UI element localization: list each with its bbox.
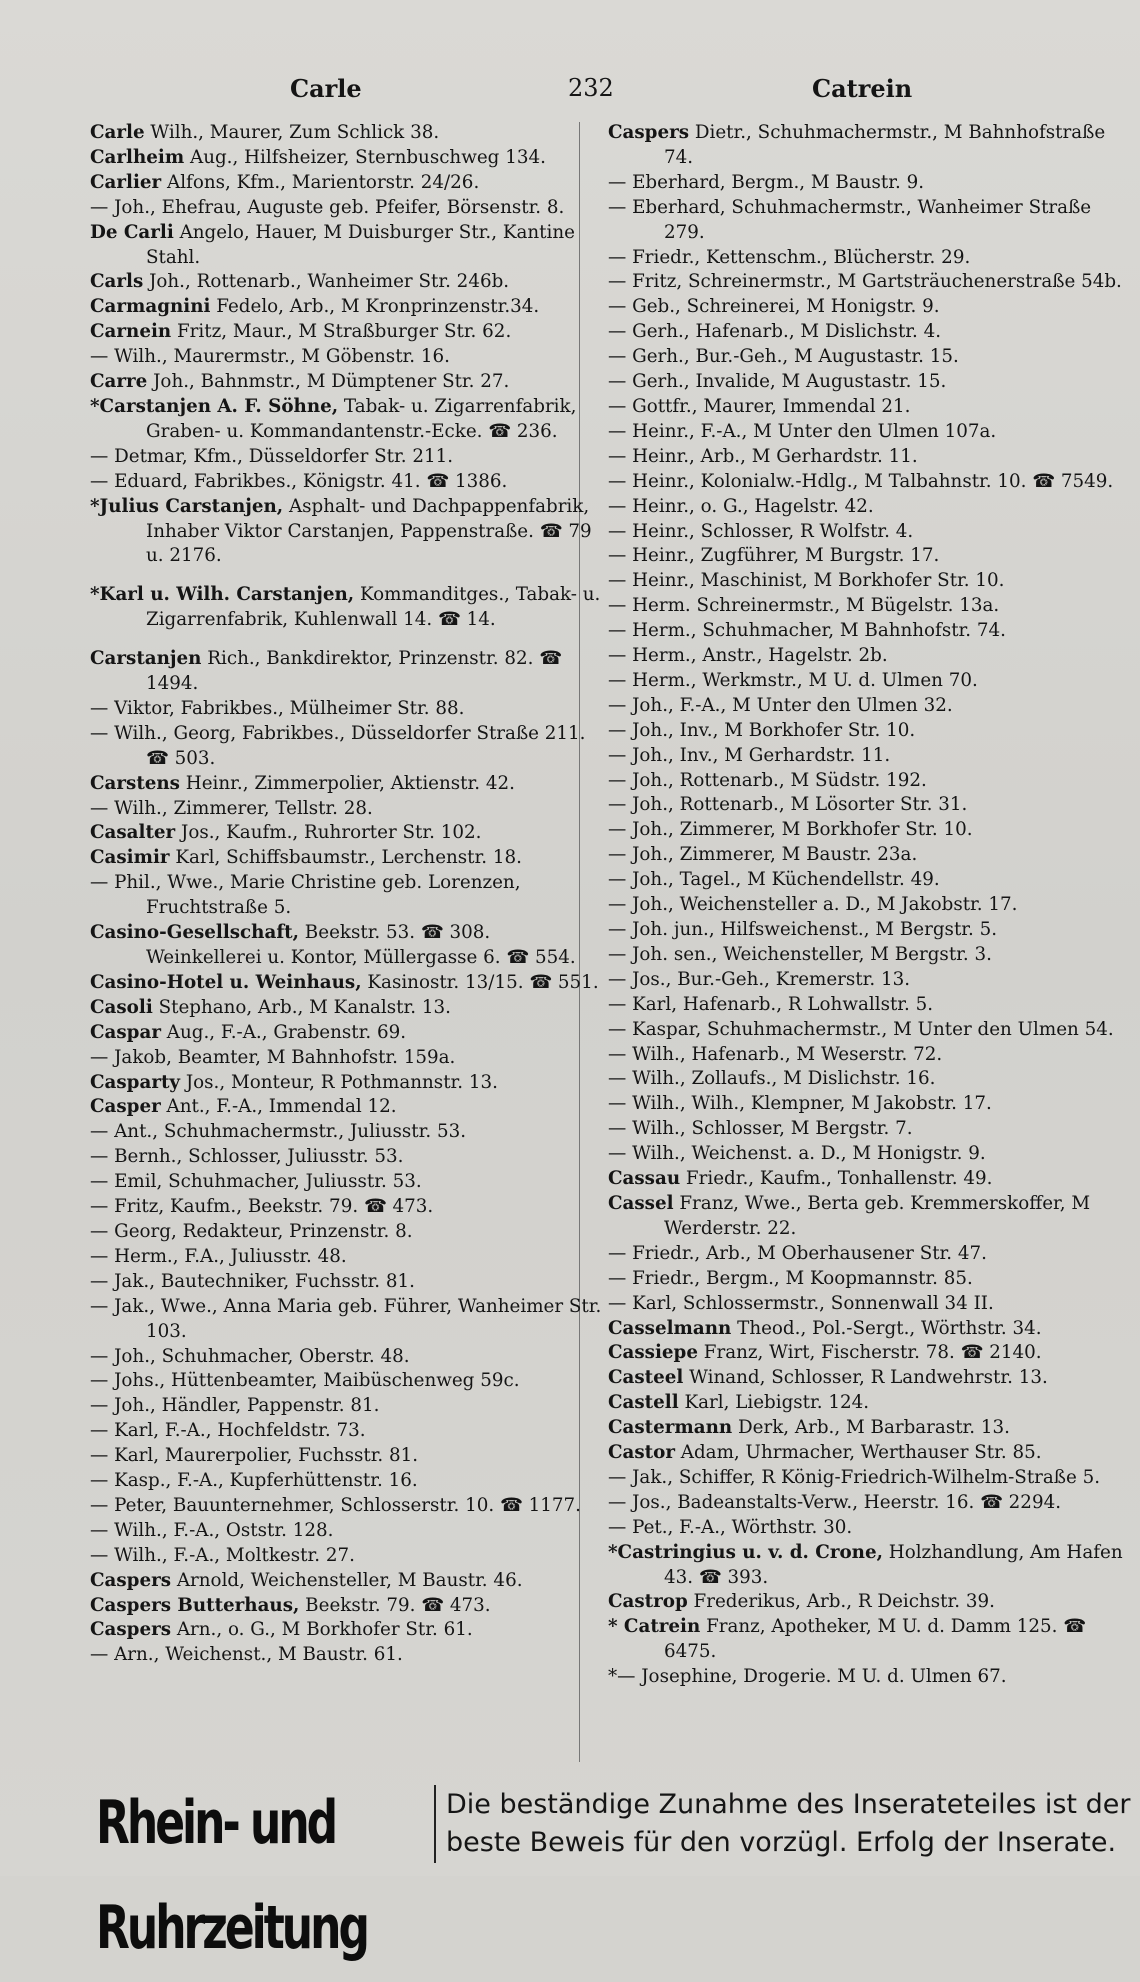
directory-entry	[608, 270, 1130, 295]
directory-entry	[608, 818, 1130, 843]
entry-details: — Wilh., Zimmerer, Tellstr. 28.	[90, 797, 373, 819]
entry-name: Cassiepe	[608, 1342, 698, 1364]
entry-details: Arnold, Weichensteller, M Baustr. 46.	[171, 1569, 523, 1591]
directory-entry	[608, 495, 1130, 520]
directory-entry	[90, 1120, 602, 1145]
entry-name: De Carli	[90, 221, 174, 243]
entry-details: — Gottfr., Maurer, Immendal 21.	[608, 395, 911, 417]
entry-details: — Wilh., Schlosser, M Bergstr. 7.	[608, 1118, 913, 1140]
directory-entry	[90, 971, 602, 996]
entry-details: — Detmar, Kfm., Düsseldorfer Str. 211.	[90, 445, 454, 467]
directory-entry	[608, 1192, 1130, 1242]
entry-details: — Geb., Schreinerei, M Honigstr. 9.	[608, 296, 940, 318]
entry-details: — Bernh., Schlosser, Juliusstr. 53.	[90, 1146, 404, 1168]
entry-name: Carstanjen	[90, 648, 202, 670]
entry-details: Kasinostr. 13/15. ☎ 551.	[361, 971, 599, 993]
entry-details: — Jak., Wwe., Anna Maria geb. Führer, Wanheimer Str. 103.	[90, 1295, 608, 1342]
entry-details: — Peter, Bauunternehmer, Schlosserstr. 10. ☎ 1177.	[90, 1494, 581, 1516]
entry-details: — Heinr., Maschinist, M Borkhofer Str. 10.	[608, 570, 1005, 592]
directory-entry	[608, 868, 1130, 893]
entry-details: Jos., Monteur, R Pothmannstr. 13.	[180, 1071, 498, 1093]
directory-entry	[90, 221, 602, 271]
directory-entry	[90, 871, 602, 921]
directory-entry	[90, 722, 602, 772]
entry-details: — Ant., Schuhmachermstr., Juliusstr. 53.	[90, 1121, 467, 1143]
entry-details: — Joh., F.-A., M Unter den Ulmen 32.	[608, 694, 953, 716]
directory-entry	[608, 370, 1130, 395]
directory-entry	[90, 772, 602, 797]
directory-entry	[90, 1195, 602, 1220]
directory-entry	[608, 520, 1130, 545]
entry-details: — Heinr., Arb., M Gerhardstr. 11.	[608, 445, 918, 467]
directory-entry	[90, 445, 602, 470]
entry-details: — Joh., Weichensteller a. D., M Jakobstr. 17.	[608, 894, 1018, 916]
entry-details: Theod., Pol.-Sergt., Wörthstr. 34.	[731, 1317, 1042, 1339]
entry-details: — Joh., Rottenarb., M Lösorter Str. 31.	[608, 794, 968, 816]
directory-entry	[90, 1369, 602, 1394]
directory-entry	[608, 594, 1130, 619]
directory-entry	[608, 445, 1130, 470]
directory-entry	[90, 697, 602, 722]
entry-name: Casoli	[90, 996, 153, 1018]
entry-details: — Friedr., Kettenschm., Blücherstr. 29.	[608, 246, 971, 268]
entry-details: Adam, Uhrmacher, Werthauser Str. 85.	[674, 1442, 1042, 1464]
entry-details: — Friedr., Bergm., M Koopmannstr. 85.	[608, 1267, 973, 1289]
entry-name: Caspers	[90, 1569, 172, 1591]
directory-entry	[90, 1643, 602, 1668]
directory-entry	[608, 993, 1130, 1018]
entry-name: *Castringius u. v. d. Crone,	[608, 1541, 883, 1563]
entry-details: — Fritz, Schreinermstr., M Gartsträuchenerstraße 54b.	[608, 271, 1122, 293]
entry-details: *— Josephine, Drogerie. M U. d. Ulmen 67.	[608, 1666, 1007, 1688]
entry-details: — Gerh., Invalide, M Augustastr. 15.	[608, 371, 947, 393]
directory-entry	[90, 1519, 602, 1544]
directory-entry	[90, 1245, 602, 1270]
entry-details: — Joh., Inv., M Gerhardstr. 11.	[608, 744, 891, 766]
entry-details: — Gerh., Bur.-Geh., M Augustastr. 15.	[608, 346, 959, 368]
entry-name: Carmagnini	[90, 296, 211, 318]
entry-name: Casino-Gesellschaft,	[90, 922, 299, 944]
directory-entry	[90, 270, 602, 295]
directory-entry	[608, 1092, 1130, 1117]
entry-details: — Joh., Schuhmacher, Oberstr. 48.	[90, 1345, 410, 1367]
entry-details: — Gerh., Hafenarb., M Dislichstr. 4.	[608, 321, 942, 343]
directory-entry	[608, 843, 1130, 868]
directory-entry	[90, 1145, 602, 1170]
directory-entry	[90, 1419, 602, 1444]
entry-details: — Wilh., Maurermstr., M Göbenstr. 16.	[90, 346, 450, 368]
left-column	[90, 121, 608, 1668]
directory-entry	[608, 1615, 1130, 1665]
directory-entry	[608, 196, 1130, 246]
directory-entry	[90, 846, 602, 871]
directory-entry	[90, 583, 607, 633]
directory-entry	[90, 647, 602, 697]
directory-entry	[90, 1270, 602, 1295]
entry-details: — Joh., Rottenarb., M Südstr. 192.	[608, 769, 927, 791]
directory-entry	[90, 1469, 602, 1494]
entry-details: Stephano, Arb., M Kanalstr. 13.	[152, 996, 451, 1018]
entry-details: — Viktor, Fabrikbes., Mülheimer Str. 88.	[90, 697, 465, 719]
directory-entry	[608, 1541, 1130, 1591]
entry-details: — Phil., Wwe., Marie Christine geb. Lorenzen, Fruchtstraße 5.	[90, 872, 527, 919]
directory-entry	[608, 744, 1130, 769]
entry-details: Aug., F.-A., Grabenstr. 69.	[160, 1021, 407, 1043]
directory-entry	[90, 395, 602, 445]
entry-details: Karl, Liebigstr. 124.	[678, 1392, 870, 1414]
entry-name: Caspar	[90, 1021, 161, 1043]
entry-details: Heinr., Zimmerpolier, Aktienstr. 42.	[179, 772, 515, 794]
directory-entry	[608, 694, 1130, 719]
directory-entry	[90, 171, 602, 196]
directory-entry	[608, 644, 1130, 669]
advertisement-text	[434, 1785, 1132, 1863]
header-right-keyword: Catrein	[812, 74, 913, 103]
directory-entry	[90, 1220, 602, 1245]
entry-details: — Wilh., F.-A., Moltkestr. 27.	[90, 1544, 355, 1566]
directory-entry	[90, 1444, 602, 1469]
entry-details: — Jos., Bur.-Geh., Kremerstr. 13.	[608, 968, 911, 990]
directory-entry	[90, 295, 602, 320]
directory-entry	[608, 246, 1130, 271]
directory-entry	[608, 1391, 1130, 1416]
entry-details: — Herm., Anstr., Hagelstr. 2b.	[608, 645, 888, 667]
entry-name: Carls	[90, 271, 144, 293]
entry-details: — Wilh., Wilh., Klempner, M Jakobstr. 17.	[608, 1093, 992, 1115]
entry-name: * Catrein	[608, 1616, 701, 1638]
advertisement-banner	[96, 1785, 1131, 1964]
entry-name: Casparty	[90, 1071, 181, 1093]
entry-details: Holzhandlung, Am Hafen 43. ☎ 393.	[664, 1541, 1129, 1588]
entry-details: Alfons, Kfm., Marientorstr. 24/26.	[161, 171, 480, 193]
entry-details: Jos., Kaufm., Ruhrorter Str. 102.	[175, 822, 482, 844]
entry-details: Angelo, Hauer, M Duisburger Str., Kantine Stahl.	[146, 221, 581, 268]
entry-details: Derk, Arb., M Barbarastr. 13.	[732, 1417, 1010, 1439]
entry-details: — Heinr., F.-A., M Unter den Ulmen 107a.	[608, 420, 997, 442]
entry-details: — Heinr., Schlosser, R Wolfstr. 4.	[608, 520, 914, 542]
entry-details: — Karl, F.-A., Hochfeldstr. 73.	[90, 1420, 366, 1442]
directory-entry	[90, 996, 602, 1021]
directory-entry	[608, 1018, 1130, 1043]
directory-entry	[608, 1491, 1130, 1516]
directory-entry	[608, 295, 1130, 320]
directory-entry	[90, 1394, 602, 1419]
directory-entry	[90, 821, 602, 846]
directory-entry	[608, 1117, 1130, 1142]
directory-entry	[90, 196, 602, 221]
entry-details: — Herm., Werkmstr., M U. d. Ulmen 70.	[608, 669, 978, 691]
directory-entry	[608, 1292, 1130, 1317]
entry-details: Franz, Wirt, Fischerstr. 78. ☎ 2140.	[697, 1342, 1042, 1364]
directory-entry	[608, 1067, 1130, 1092]
right-column	[608, 121, 1130, 1690]
directory-entry	[608, 1043, 1130, 1068]
entry-name: Carnein	[90, 321, 172, 343]
entry-details: Franz, Wwe., Berta geb. Kremmerskoffer, M Werderstr. 22.	[664, 1192, 1096, 1239]
entry-details: — Wilh., Zollaufs., M Dislichstr. 16.	[608, 1068, 936, 1090]
entry-details: Wilh., Maurer, Zum Schlick 38.	[144, 122, 440, 143]
directory-entry	[608, 1590, 1130, 1615]
directory-entry	[608, 470, 1130, 495]
directory-entry	[608, 669, 1130, 694]
directory-entry	[90, 1569, 602, 1594]
entry-details: — Wilh., Weichenst. a. D., M Honigstr. 9.	[608, 1143, 986, 1165]
directory-entry	[90, 470, 602, 495]
directory-entry	[90, 1494, 602, 1519]
directory-entry	[90, 1021, 602, 1046]
directory-entry	[608, 420, 1130, 445]
directory-entry	[90, 1618, 602, 1643]
entry-name: Carle	[90, 122, 145, 143]
entry-details: — Wilh., Georg, Fabrikbes., Düsseldorfer Straße 211. ☎ 503.	[90, 722, 592, 769]
directory-entry	[608, 395, 1130, 420]
entry-details: — Herm., Schuhmacher, M Bahnhofstr. 74.	[608, 620, 1006, 642]
entry-details: Fritz, Maur., M Straßburger Str. 62.	[171, 321, 512, 343]
directory-entry	[608, 769, 1130, 794]
directory-entry	[90, 1295, 608, 1345]
directory-entry	[90, 121, 602, 146]
page-header	[0, 74, 1140, 114]
entry-details: — Joh., Zimmerer, M Borkhofer Str. 10.	[608, 819, 973, 841]
directory-entry	[608, 320, 1130, 345]
directory-entry	[90, 1345, 602, 1370]
entry-details: Rich., Bankdirektor, Prinzenstr. 82. ☎ 1494.	[146, 648, 568, 695]
entry-details: — Friedr., Arb., M Oberhausener Str. 47.	[608, 1242, 987, 1264]
directory-entry	[90, 345, 602, 370]
directory-entry	[90, 1594, 602, 1619]
entry-details: — Emil, Schuhmacher, Juliusstr. 53.	[90, 1171, 422, 1193]
entry-name: Caspers	[608, 122, 690, 143]
entry-details: — Joh., Tagel., M Küchendellstr. 49.	[608, 869, 940, 891]
entry-details: — Karl, Hafenarb., R Lohwallstr. 5.	[608, 993, 934, 1015]
entry-details: — Karl, Maurerpolier, Fuchsstr. 81.	[90, 1445, 419, 1467]
entry-name: Castell	[608, 1392, 679, 1414]
entry-details: Friedr., Kaufm., Tonhallenstr. 49.	[680, 1168, 993, 1190]
entry-name: Casimir	[90, 847, 170, 869]
entry-details: Joh., Rottenarb., Wanheimer Str. 246b.	[143, 271, 510, 293]
directory-entry	[90, 320, 602, 345]
directory-entry	[608, 1516, 1130, 1541]
directory-entry	[608, 793, 1130, 818]
entry-details: Tabak- u. Zigarrenfabrik, Graben- u. Kommandantenstr.-Ecke. ☎ 236.	[146, 395, 583, 442]
directory-entry	[608, 121, 1130, 171]
entry-details: Kommanditges., Tabak- u. Zigarrenfabrik, Kuhlenwall 14. ☎ 14.	[146, 584, 607, 631]
entry-name: Carlier	[90, 171, 162, 193]
entry-details: — Jos., Badeanstalts-Verw., Heerstr. 16. ☎ 2294.	[608, 1491, 1062, 1513]
entry-details: — Johs., Hüttenbeamter, Maibüschenweg 59c.	[90, 1370, 520, 1392]
entry-details: Aug., Hilfsheizer, Sternbuschweg 134.	[184, 146, 546, 168]
directory-entry	[90, 1095, 602, 1120]
entry-name: Cassel	[608, 1192, 674, 1214]
entry-name: Caspers Butterhaus,	[90, 1594, 300, 1616]
directory-entry	[608, 1366, 1130, 1391]
directory-entry	[90, 1544, 602, 1569]
directory-entry	[608, 918, 1130, 943]
advertisement-line-2: beste Beweis für den vorzügl. Erfolg der Inserate.	[446, 1827, 1117, 1858]
entry-details: — Georg, Redakteur, Prinzenstr. 8.	[90, 1220, 413, 1242]
entry-details: — Joh. sen., Weichensteller, M Bergstr. 3.	[608, 943, 992, 965]
directory-entry	[608, 569, 1130, 594]
directory-entry	[608, 719, 1130, 744]
entry-details: — Jak., Bautechniker, Fuchsstr. 81.	[90, 1270, 415, 1292]
entry-details: — Karl, Schlossermstr., Sonnenwall 34 II.	[608, 1292, 994, 1314]
directory-entry	[608, 1466, 1130, 1491]
entry-details: Beekstr. 79. ☎ 473.	[299, 1594, 491, 1616]
directory-entry	[608, 1142, 1130, 1167]
entry-details: Fedelo, Arb., M Kronprinzenstr.34.	[210, 296, 540, 318]
entry-details: Asphalt- und Dachpappenfabrik, Inhaber Viktor Carstanjen, Pappenstraße. ☎ 79 u. 2176.	[146, 495, 598, 567]
directory-entry	[90, 1170, 602, 1195]
entry-details: — Herm., F.A., Juliusstr. 48.	[90, 1245, 347, 1267]
entry-name: *Carstanjen A. F. Söhne,	[90, 395, 339, 417]
entry-name: Casteel	[608, 1367, 684, 1389]
directory-entry	[90, 1046, 602, 1071]
entry-details: — Joh., Händler, Pappenstr. 81.	[90, 1395, 380, 1417]
directory-entry	[90, 495, 602, 570]
directory-entry	[608, 968, 1130, 993]
directory-entry	[608, 1242, 1130, 1267]
entry-details: — Joh., Inv., M Borkhofer Str. 10.	[608, 719, 916, 741]
entry-details: Arn., o. G., M Borkhofer Str. 61.	[171, 1619, 473, 1641]
entry-name: Casper	[90, 1096, 161, 1118]
entry-details: — Heinr., Zugführer, M Burgstr. 17.	[608, 545, 940, 567]
entry-name: Carlheim	[90, 146, 185, 168]
entry-details: — Heinr., Kolonialw.-Hdlg., M Talbahnstr. 10. ☎ 7549.	[608, 470, 1114, 492]
entry-details: Joh., Bahnmstr., M Dümptener Str. 27.	[147, 371, 510, 393]
entry-details: — Eberhard, Bergm., M Baustr. 9.	[608, 171, 925, 193]
entry-details: — Joh., Zimmerer, M Baustr. 23a.	[608, 844, 918, 866]
directory-entry	[608, 1665, 1130, 1690]
entry-details: — Jak., Schiffer, R König-Friedrich-Wilhelm-Straße 5.	[608, 1466, 1101, 1488]
entry-details: Beekstr. 53. ☎ 308. Weinkellerei u. Kontor, Müllergasse 6. ☎ 554.	[146, 922, 576, 968]
entry-details: — Eduard, Fabrikbes., Königstr. 41. ☎ 1386.	[90, 470, 508, 492]
directory-entry	[608, 1441, 1130, 1466]
entry-name: *Julius Carstanjen,	[90, 495, 284, 517]
entry-details: Dietr., Schuhmachermstr., M Bahnhofstraße 74.	[664, 122, 1111, 168]
entry-details: — Herm. Schreinermstr., M Bügelstr. 13a.	[608, 595, 1000, 617]
newspaper-logo: Rhein- und Ruhrzeitung	[96, 1788, 367, 1964]
directory-entry	[90, 1071, 602, 1096]
entry-details: — Kasp., F.-A., Kupferhüttenstr. 16.	[90, 1470, 418, 1492]
directory-entry	[608, 345, 1130, 370]
entry-name: Casino-Hotel u. Weinhaus,	[90, 971, 362, 993]
entry-details: — Joh., Ehefrau, Auguste geb. Pfeifer, Börsenstr. 8.	[90, 196, 565, 218]
directory-entry	[608, 1317, 1130, 1342]
directory-entry	[608, 1416, 1130, 1441]
entry-name: Carstens	[90, 772, 180, 794]
directory-entry	[608, 943, 1130, 968]
directory-entry	[608, 171, 1130, 196]
directory-entry	[608, 619, 1130, 644]
entry-name: Caspers	[90, 1619, 172, 1641]
directory-entry	[608, 1341, 1130, 1366]
directory-entry	[90, 921, 602, 971]
entry-name: *Karl u. Wilh. Carstanjen,	[90, 584, 355, 606]
directory-entry	[608, 544, 1130, 569]
directory-entry	[90, 370, 602, 395]
page-number: 232	[568, 74, 614, 102]
entry-details: — Pet., F.-A., Wörthstr. 30.	[608, 1516, 853, 1538]
directory-entry	[608, 1267, 1130, 1292]
entry-name: Carre	[90, 371, 148, 393]
entry-details: — Wilh., F.-A., Oststr. 128.	[90, 1519, 334, 1541]
advertisement-line-1: Die beständige Zunahme des Inserateteiles ist der	[446, 1789, 1131, 1820]
entry-details: — Arn., Weichenst., M Baustr. 61.	[90, 1644, 403, 1666]
entry-details: Ant., F.-A., Immendal 12.	[160, 1096, 397, 1118]
entry-details: — Eberhard, Schuhmachermstr., Wanheimer Straße 279.	[608, 196, 1097, 243]
directory-entry	[608, 1167, 1130, 1192]
entry-details: — Wilh., Hafenarb., M Weserstr. 72.	[608, 1043, 943, 1065]
header-left-keyword: Carle	[290, 74, 362, 103]
entry-details: Winand, Schlosser, R Landwehrstr. 13.	[683, 1367, 1048, 1389]
entry-details: — Fritz, Kaufm., Beekstr. 79. ☎ 473.	[90, 1196, 434, 1218]
entry-details: Franz, Apotheker, M U. d. Damm 125. ☎ 6475.	[664, 1616, 1092, 1663]
entry-name: Casselmann	[608, 1317, 732, 1339]
entry-name: Castor	[608, 1442, 675, 1464]
entry-details: Karl, Schiffsbaumstr., Lerchenstr. 18.	[169, 847, 522, 869]
entry-details: Frederikus, Arb., R Deichstr. 39.	[687, 1591, 995, 1613]
entry-name: Castermann	[608, 1417, 733, 1439]
entry-name: Cassau	[608, 1168, 681, 1190]
directory-entry	[608, 893, 1130, 918]
entry-name: Castrop	[608, 1591, 688, 1613]
directory-entry	[90, 146, 602, 171]
entry-name: Casalter	[90, 822, 176, 844]
directory-entry	[90, 797, 602, 822]
entry-details: — Kaspar, Schuhmachermstr., M Unter den Ulmen 54.	[608, 1018, 1114, 1040]
entry-details: — Joh. jun., Hilfsweichenst., M Bergstr. 5.	[608, 919, 998, 940]
entry-details: — Heinr., o. G., Hagelstr. 42.	[608, 495, 874, 517]
entry-details: — Jakob, Beamter, M Bahnhofstr. 159a.	[90, 1046, 456, 1068]
